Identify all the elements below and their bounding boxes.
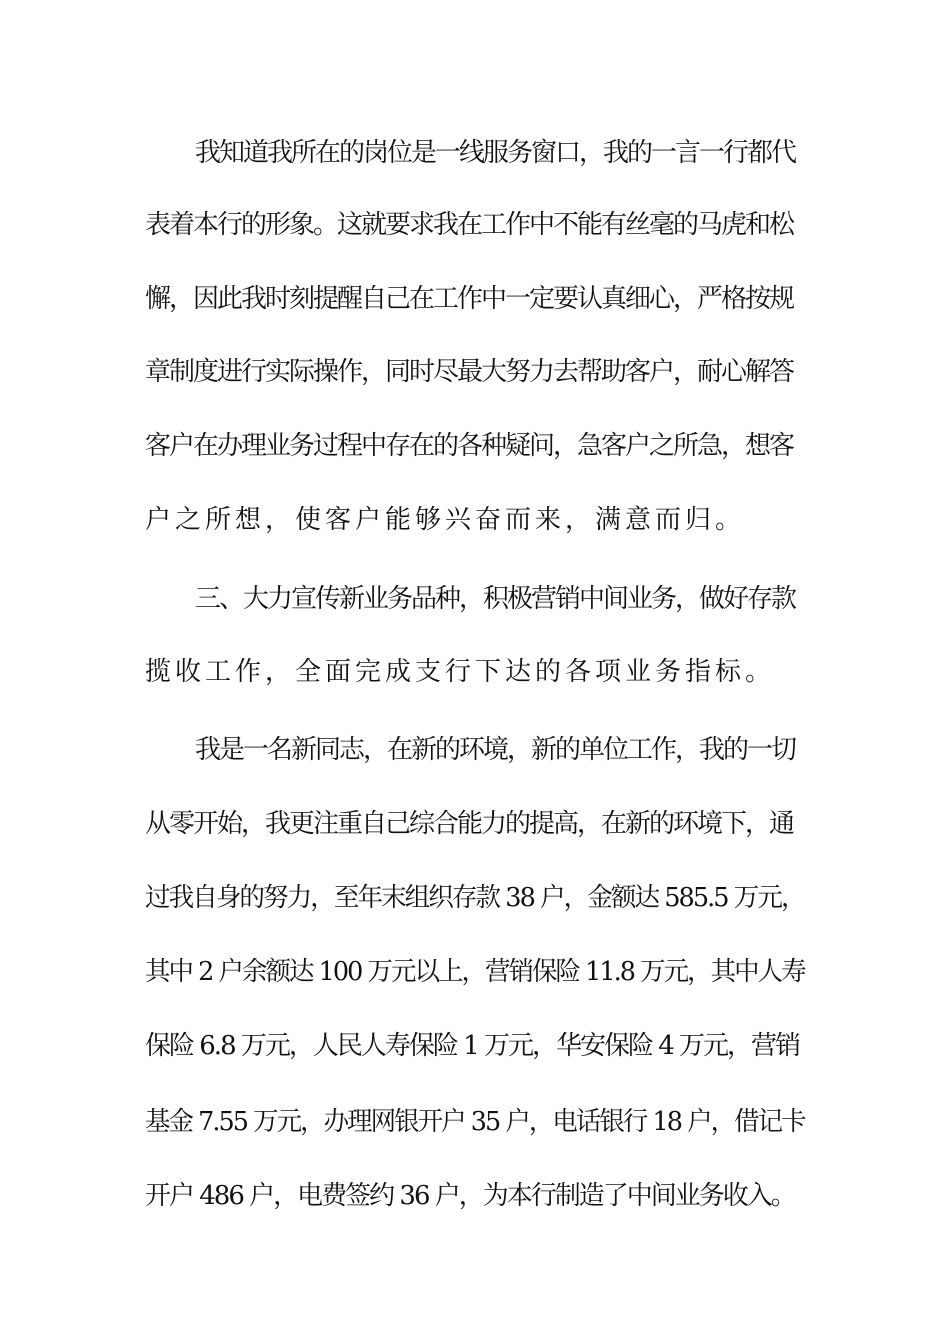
paragraph-line: 保险 6.8 万元，人民人寿保险 1 万元，华安保险 4 万元，营销 <box>145 1031 800 1061</box>
paragraph-line: 户之所想，使客户能够兴奋而来，满意而归。 <box>145 505 746 535</box>
paragraph-line: 表着本行的形象。这就要求我在工作中不能有丝毫的马虎和松 <box>145 210 794 240</box>
paragraph-line: 我知道我所在的岗位是一线服务窗口，我的一言一行都代 <box>195 138 796 168</box>
paragraph-line: 我是一名新同志，在新的环境，新的单位工作，我的一切 <box>195 735 796 765</box>
paragraph-line: 其中 2 户余额达 100 万元以上，营销保险 11.8 万元，其中人寿 <box>145 957 805 987</box>
paragraph-line: 基金 7.55 万元，办理网银开户 35 户，电话银行 18 户，借记卡 <box>145 1107 805 1137</box>
paragraph-line: 开户 486 户，电费签约 36 户，为本行制造了中间业务收入。 <box>145 1181 795 1211</box>
paragraph-line: 客户在办理业务过程中存在的各种疑问，急客户之所急，想客 <box>145 431 794 461</box>
paragraph-line: 三、大力宣传新业务品种，积极营销中间业务，做好存款 <box>195 584 796 614</box>
paragraph-line: 从零开始，我更注重自己综合能力的提高，在新的环境下，通 <box>145 809 794 839</box>
paragraph-line: 过我自身的努力，至年末组织存款 38 户，金额达 585.5 万元， <box>145 883 805 913</box>
paragraph-line: 揽收工作，全面完成支行下达的各项业务指标。 <box>145 657 776 687</box>
paragraph-line: 懈，因此我时刻提醒自己在工作中一定要认真细心，严格按规 <box>145 284 794 314</box>
paragraph-line: 章制度进行实际操作，同时尽最大努力去帮助客户，耐心解答 <box>145 357 794 387</box>
